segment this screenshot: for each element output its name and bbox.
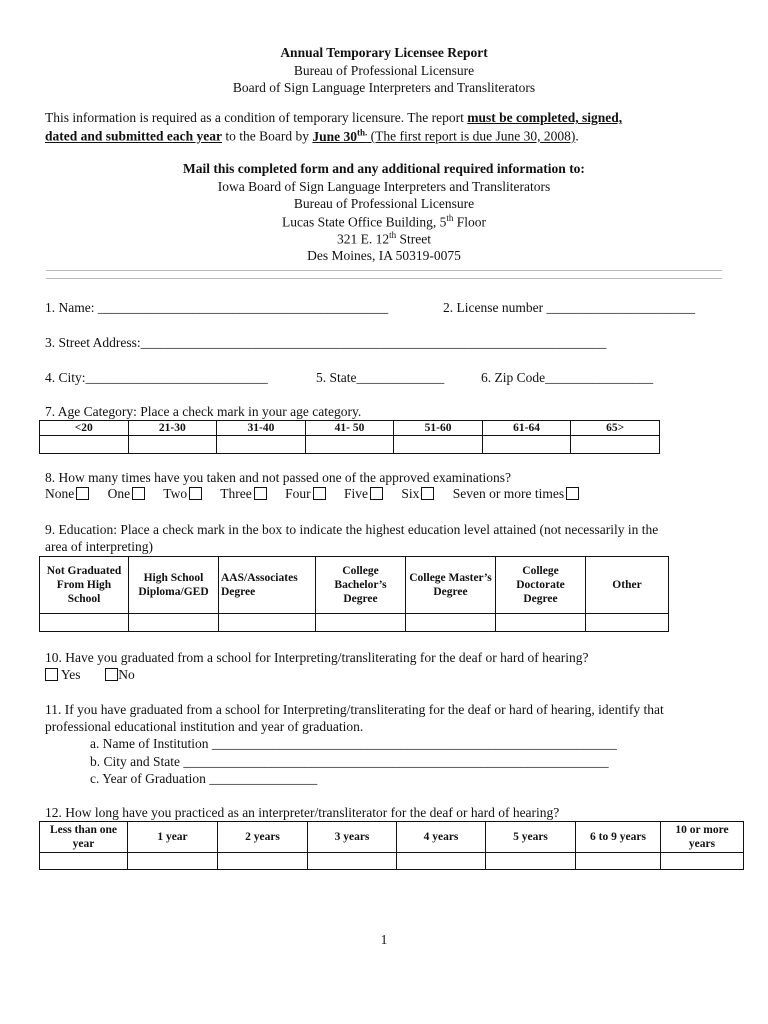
divider-top (46, 270, 722, 271)
education-col-header: Not Graduated From High School (40, 557, 129, 614)
practice-check-cell[interactable] (128, 853, 218, 870)
practice-col-header: 6 to 9 years (576, 822, 661, 853)
age-check-cell[interactable] (571, 436, 660, 454)
report-title: Annual Temporary Licensee Report (280, 45, 488, 60)
graduation-year-field[interactable]: c. Year of Graduation ________________ (90, 771, 318, 786)
practice-years-table (39, 821, 744, 870)
mail-heading: Mail this completed form and any additional required information to: (183, 161, 585, 176)
bureau-name: Bureau of Professional Licensure (293, 63, 475, 78)
q8-label: 8. How many times have you taken and not passed one of the approved examinations? (45, 470, 512, 485)
education-col-header: High School Diploma/GED (129, 557, 219, 614)
age-col-header: 41- 50 (305, 421, 394, 436)
q12-label: 12. How long have you practiced as an interpreter/transliterator for the deaf or hard of hearing? (45, 805, 560, 820)
age-col-header: 65> (571, 421, 660, 436)
exam-attempts-options (45, 486, 579, 502)
q9-label-line2: area of interpreting) (45, 539, 153, 554)
practice-col-header: 10 or more years (661, 822, 744, 853)
age-col-header: 21-30 (128, 421, 217, 436)
option-four-label: Four (285, 486, 311, 501)
practice-col-header: 1 year (128, 822, 218, 853)
education-col-header: AAS/Associates Degree (219, 557, 316, 614)
q7-label: 7. Age Category: Place a check mark in your age category. (45, 404, 362, 419)
option-two-label: Two (163, 486, 188, 501)
mail-line-city: Des Moines, IA 50319-0075 (307, 248, 461, 263)
yes-checkbox[interactable] (45, 668, 58, 681)
mail-line-board: Iowa Board of Sign Language Interpreters and Transliterators (217, 179, 551, 194)
option-six-label: Six (401, 486, 420, 501)
age-check-cell[interactable] (128, 436, 217, 454)
mail-line-bureau: Bureau of Professional Licensure (293, 196, 475, 211)
age-category-table (39, 420, 660, 454)
education-col-header: College Bachelor’s Degree (316, 557, 406, 614)
age-col-header: 61-64 (482, 421, 571, 436)
option-six-checkbox[interactable] (421, 487, 434, 500)
city-state-field[interactable]: b. City and State _______________________________________________________________ (90, 754, 609, 769)
age-check-cell[interactable] (305, 436, 394, 454)
page-number: 1 (380, 932, 388, 947)
intro-line-1: This information is required as a condition of temporary licensure. The report must be completed, signed, (45, 110, 623, 125)
education-check-cell[interactable] (219, 614, 316, 632)
education-check-cell[interactable] (496, 614, 586, 632)
education-col-header: College Doctorate Degree (496, 557, 586, 614)
option-one-checkbox[interactable] (132, 487, 145, 500)
age-col-header: 31-40 (217, 421, 306, 436)
age-col-header: 51-60 (394, 421, 483, 436)
option-seven-checkbox[interactable] (566, 487, 579, 500)
practice-check-cell[interactable] (308, 853, 397, 870)
practice-col-header: 5 years (486, 822, 576, 853)
option-five-checkbox[interactable] (370, 487, 383, 500)
option-five-label: Five (343, 486, 368, 501)
divider-bottom (46, 278, 722, 279)
practice-col-header: 4 years (397, 822, 486, 853)
option-three-checkbox[interactable] (254, 487, 267, 500)
q11-label-line2: professional educational institution and year of graduation. (45, 719, 364, 734)
practice-col-header: 3 years (308, 822, 397, 853)
education-check-cell[interactable] (586, 614, 669, 632)
mail-line-building: Lucas State Office Building, 5th Floor (282, 213, 486, 230)
practice-check-cell[interactable] (576, 853, 661, 870)
education-check-cell[interactable] (406, 614, 496, 632)
education-col-header: College Master’s Degree (406, 557, 496, 614)
intro-line-2: dated and submitted each year to the Board by June $30^{th.}$ (The first report is due June 30, 2008). (45, 127, 579, 144)
option-one-label: One (107, 486, 131, 501)
option-two-checkbox[interactable] (189, 487, 202, 500)
street-address-field[interactable]: 3. Street Address:_____________________________________________________________________ (45, 335, 607, 350)
practice-check-cell[interactable] (661, 853, 744, 870)
option-three-label: Three (220, 486, 252, 501)
option-none-label: None (45, 486, 75, 501)
state-field[interactable]: 5. State_____________ (316, 370, 445, 385)
no-checkbox[interactable] (105, 668, 118, 681)
practice-check-cell[interactable] (218, 853, 308, 870)
age-col-header: <20 (40, 421, 129, 436)
practice-col-header: 2 years (218, 822, 308, 853)
practice-col-header: Less than one year (40, 822, 128, 853)
q9-label-line1: 9. Education: Place a check mark in the box to indicate the highest education level attained (not necessarily in the (45, 522, 659, 537)
option-four-checkbox[interactable] (313, 487, 326, 500)
license-number-field[interactable]: 2. License number ______________________ (443, 300, 695, 315)
q10-label: 10. Have you graduated from a school for Interpreting/transliterating for the deaf or hard of hearing? (45, 650, 589, 665)
practice-check-cell[interactable] (40, 853, 128, 870)
institution-name-field[interactable]: a. Name of Institution ____________________________________________________________ (90, 736, 617, 751)
zip-code-field[interactable]: 6. Zip Code________________ (481, 370, 654, 385)
q11-label-line1: 11. If you have graduated from a school for Interpreting/transliterating for the deaf or hard of hearing, identify that (45, 702, 664, 717)
yes-label: Yes (60, 667, 81, 682)
education-table (39, 556, 669, 632)
board-name: Board of Sign Language Interpreters and Transliterators (232, 80, 536, 95)
graduated-options (45, 667, 135, 683)
practice-check-cell[interactable] (397, 853, 486, 870)
option-none-checkbox[interactable] (76, 487, 89, 500)
age-check-cell[interactable] (394, 436, 483, 454)
education-col-header: Other (586, 557, 669, 614)
age-check-cell[interactable] (482, 436, 571, 454)
city-field[interactable]: 4. City:___________________________ (45, 370, 268, 385)
option-seven-label: Seven or more times (452, 486, 565, 501)
practice-check-cell[interactable] (486, 853, 576, 870)
age-check-cell[interactable] (40, 436, 129, 454)
education-check-cell[interactable] (129, 614, 219, 632)
education-check-cell[interactable] (316, 614, 406, 632)
mail-line-street: 321 E. 12th Street (336, 230, 431, 247)
age-check-cell[interactable] (217, 436, 306, 454)
name-field[interactable]: 1. Name: ___________________________________________ (45, 300, 389, 315)
no-label: No (118, 667, 135, 682)
education-check-cell[interactable] (40, 614, 129, 632)
